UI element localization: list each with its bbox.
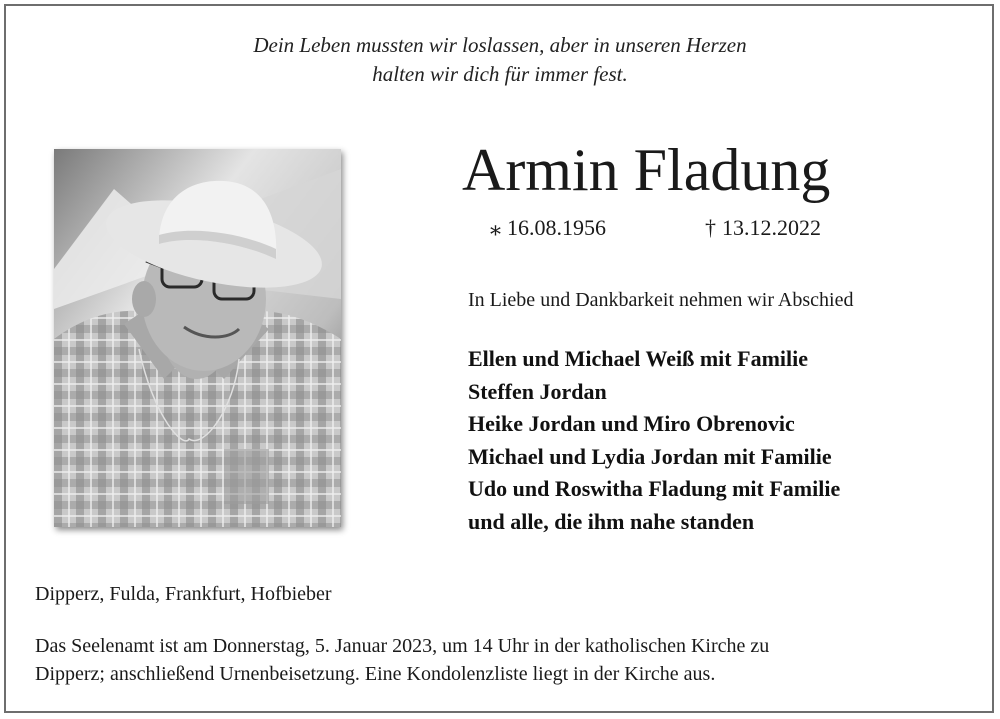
mourner-item: Udo und Roswitha Fladung mit Familie [468, 476, 841, 502]
notice-line-2: Dipperz; anschließend Urnenbeisetzung. Eine Kondolenzliste liegt in der Kirche aus. [35, 663, 716, 685]
mourners-list [468, 343, 840, 539]
portrait-photo-icon [54, 149, 341, 527]
quote-line-1: Dein Leben mussten wir loslassen, aber in unseren Herzen [253, 33, 747, 57]
places-line: Dipperz, Fulda, Frankfurt, Hofbieber [35, 583, 332, 605]
birth-date [490, 213, 606, 243]
mourner-item: Ellen und Michael Weiß mit Familie [468, 346, 808, 371]
mourner-item: Steffen Jordan [468, 378, 607, 404]
portrait-photo [54, 149, 341, 527]
mourner-item: Michael und Lydia Jordan mit Familie [468, 443, 832, 469]
birth-star-icon: ⁎ [490, 215, 501, 240]
notice-line-1: Das Seelenamt ist am Donnerstag, 5. Januar 2023, um 14 Uhr in der katholischen Kirche zu [35, 635, 770, 657]
funeral-notice [35, 632, 955, 688]
farewell-intro: In Liebe und Dankbarkeit nehmen wir Abschied [468, 289, 854, 311]
death-cross-icon: † [705, 215, 716, 240]
mourner-item: Heike Jordan und Miro Obrenovic [468, 411, 795, 437]
quote-line-2: halten wir dich für immer fest. [372, 62, 628, 86]
birth-date-value: 16.08.1956 [507, 215, 606, 240]
deceased-name: Armin Fladung [462, 137, 831, 203]
death-date-value: 13.12.2022 [722, 215, 821, 240]
death-date [705, 213, 821, 243]
mourner-item: und alle, die ihm nahe standen [468, 508, 755, 534]
